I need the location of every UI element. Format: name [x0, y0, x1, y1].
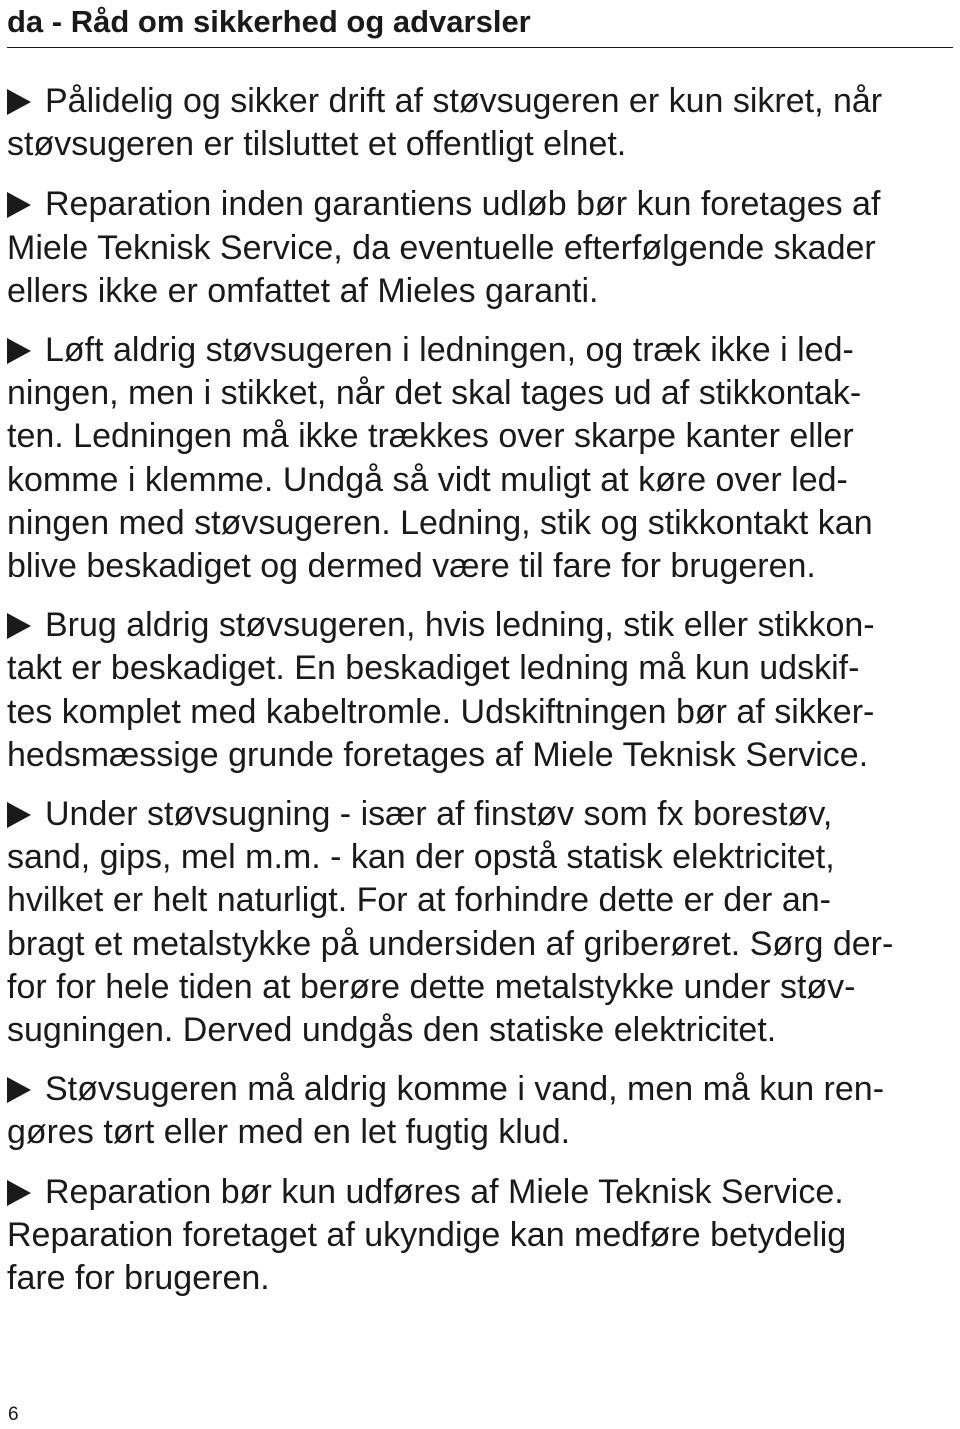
text-line: støvsugeren er tilsluttet et offentligt elnet.	[7, 125, 627, 164]
text-line	[7, 183, 953, 226]
list-item	[7, 1171, 953, 1301]
triangle-bullet-icon	[7, 613, 31, 639]
text-line: sugningen. Derved undgås den statiske elektricitet.	[7, 1011, 777, 1050]
text-line: ellers ikke er omfattet af Mieles garanti.	[7, 271, 599, 310]
list-item	[7, 329, 953, 588]
text-line	[7, 80, 953, 123]
page-header	[7, 0, 953, 48]
page-title: da - Råd om sikkerhed og advarsler	[7, 4, 531, 39]
text-line: ten. Ledningen må ikke trækkes over skarpe kanter eller	[7, 417, 854, 456]
triangle-bullet-icon	[7, 1180, 31, 1206]
text-line: takt er beskadiget. En beskadiget ledning må kun udskif-	[7, 649, 860, 688]
text-line	[7, 793, 953, 836]
text-line: hvilket er helt naturligt. For at forhindre dette er der an-	[7, 881, 831, 920]
triangle-bullet-icon	[7, 89, 31, 115]
triangle-bullet-icon	[7, 192, 31, 218]
page-number: 6	[8, 1404, 19, 1425]
list-item	[7, 80, 953, 166]
text-line: ningen, men i stikket, når det skal tages ud af stikkontak-	[7, 374, 862, 413]
text-line: sand, gips, mel m.m. - kan der opstå statisk elektricitet,	[7, 838, 835, 877]
text-line: for for hele tiden at berøre dette metalstykke under støv-	[7, 967, 856, 1006]
triangle-bullet-icon	[7, 802, 31, 828]
text-line: tes komplet med kabeltromle. Udskiftningen bør af sikker-	[7, 692, 875, 731]
text-line-content: Reparation inden garantiens udløb bør kun foretages af	[45, 185, 881, 224]
text-line: Miele Teknisk Service, da eventuelle efterfølgende skader	[7, 228, 876, 267]
text-line: fare for brugeren.	[7, 1259, 270, 1298]
text-line	[7, 604, 953, 647]
text-line	[7, 329, 953, 372]
text-line-content: Løft aldrig støvsugeren i ledningen, og træk ikke i led-	[45, 331, 854, 370]
text-line-content: Reparation bør kun udføres af Miele Teknisk Service.	[45, 1172, 844, 1211]
text-line: Reparation foretaget af ukyndige kan medføre betydelig	[7, 1215, 847, 1254]
text-line-content: Støvsugeren må aldrig komme i vand, men må kun ren-	[45, 1070, 885, 1109]
text-line: ningen med støvsugeren. Ledning, stik og stikkontakt kan	[7, 503, 873, 542]
text-line-content: Brug aldrig støvsugeren, hvis ledning, stik eller stikkon-	[45, 606, 875, 645]
text-line: blive beskadiget og dermed være til fare for brugeren.	[7, 547, 816, 586]
list-item	[7, 1068, 953, 1154]
text-line: bragt et metalstykke på undersiden af griberøret. Sørg der-	[7, 924, 894, 963]
list-item	[7, 604, 953, 777]
text-line-content: Pålidelig og sikker drift af støvsugeren er kun sikret, når	[45, 82, 883, 120]
text-line: hedsmæssige grunde foretages af Miele Teknisk Service.	[7, 735, 869, 774]
text-line-content: Under støvsugning - især af finstøv som fx borestøv,	[45, 795, 833, 834]
triangle-bullet-icon	[7, 1077, 31, 1103]
text-line	[7, 1068, 953, 1111]
safety-instructions-list	[7, 80, 953, 1317]
text-line	[7, 1171, 953, 1214]
text-line: komme i klemme. Undgå så vidt muligt at køre over led-	[7, 460, 848, 499]
triangle-bullet-icon	[7, 338, 31, 364]
list-item	[7, 793, 953, 1052]
list-item	[7, 183, 953, 313]
text-line: gøres tørt eller med en let fugtig klud.	[7, 1113, 571, 1152]
